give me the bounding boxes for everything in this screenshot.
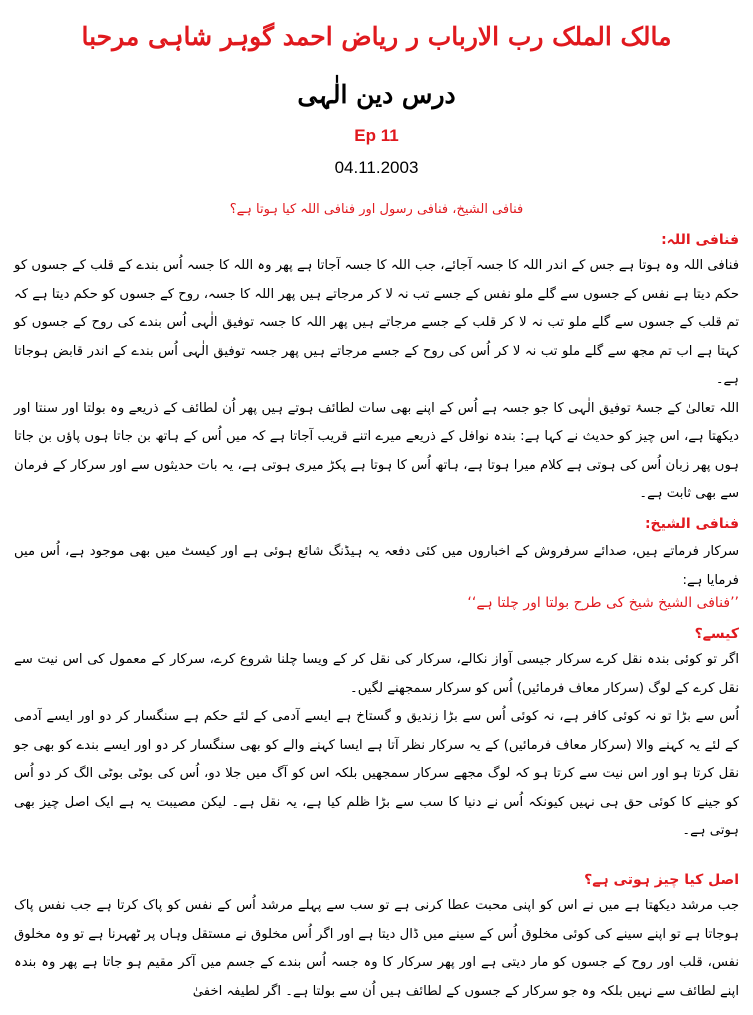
page-title: مالک الملک رب الارباب ر ریاض احمد گوہر شاہی مرحبا (81, 22, 672, 51)
section-fana-fishaikh (14, 516, 739, 611)
topic-heading: فنافی الشیخ، فنافی رسول اور فنافی اللہ کیا ہوتا ہے؟ (229, 202, 524, 217)
paragraph: اگر تو کوئی بندہ نقل کرے سرکار جیسی آواز نکالے، سرکار کی نقل کر کے ویسا چلنا شروع کرے، سرکار کے معمول کی اس نیت سے نقل کرے کے لوگ (سرکار معاف فرمائیں) اُس کو سرکار سمجھنے لگیں۔ (14, 652, 739, 696)
page-subtitle: درس دین الٰہی (297, 80, 456, 109)
date-label: 04.11.2003 (334, 158, 419, 177)
section-fana-fillah (14, 232, 739, 509)
section-heading: کیسے؟ (694, 626, 739, 642)
section-what-is-real (14, 872, 739, 1006)
section-heading: اصل کیا چیز ہوتی ہے؟ (584, 872, 739, 888)
section-heading: فنافی اللہ: (661, 232, 739, 248)
section-how (14, 626, 739, 846)
paragraph: سرکار فرماتے ہیں، صدائے سرفروش کے اخباروں میں کئی دفعہ یہ ہیڈنگ شائع ہوئی ہے اور کیسٹ میں بھی موجود ہے، اُس میں فرمایا ہے: (14, 544, 739, 588)
quote-text: ’’فنافی الشیخ شیخ کی طرح بولتا اور چلتا ہے‘‘ (467, 595, 739, 611)
episode-label: Ep 11 (354, 126, 399, 145)
paragraph: اللہ تعالیٰ کے جسۂ توفیق الٰہی کا جو جسہ ہے اُس کے اپنے بھی سات لطائف ہوتے ہیں پھر اُن لطائف کے ذریعے وہ بولتا اور سنتا اور دیکھتا ہے، اس چیز کو حدیث نے کہا ہے: بندہ نوافل کے ذریعے میرے اتنے قریب آجاتا ہے کہ میں اُس کے ہاتھ بن جاتا ہوں پاؤں بن جاتا ہوں پھر زبان اُس کی ہوتی ہے کلام میرا ہوتا ہے، ہاتھ اُس کا ہوتا ہے پکڑ میری ہوتی ہے، یہ بات حدیثوں سے اور سرکار کے فرمان سے بھی ثابت ہے۔ (14, 400, 739, 501)
paragraph: جب مرشد دیکھتا ہے میں نے اس کو اپنی محبت عطا کرنی ہے تو سب سے پہلے مرشد اُس کے نفس کو پاک کرتا ہے جب نفس پاک ہوجاتا ہے تو اپنے سینے کی کوئی مخلوق اُس کے سینے میں ڈال دیتا ہے اور اگر اُس مخلوق نے مستقل وہاں پر ٹھہرنا ہے تو وہ مخلوق نفس، قلب اور روح کے جسوں کو مار دیتی ہے اور پھر سرکار کا وہ جسہ اُس بندے کے جسم میں آکر مقیم ہو جاتا ہے پھر وہ بندہ اپنے لطائف سے نہیں بلکہ وہ جو سرکار کے جسوں کے لطائف ہیں اُن سے بولتا ہے۔ اگر لطیفہ اخفیٰ (14, 898, 739, 999)
section-heading: فنافی الشیخ: (644, 516, 739, 532)
paragraph: فنافی اللہ وہ ہوتا ہے جس کے اندر اللہ کا جسہ آجائے، جب اللہ کا جسہ آجاتا ہے پھر وہ اللہ کا جسہ اُس بندے کے قلب کے جسوں کو حکم دیتا ہے نفس کے جسوں سے گلے ملو نفس کے جسے تب نہ لا کر مرجاتے ہیں پھر اللہ کا جسہ، روح کے جسوں کو حکم دیتا ہے کہ تم قلب کے جسوں سے گلے ملو تب نہ لا کر قلب کے جسے مرجاتے ہیں پھر اللہ کا جسہ توفیق الٰہی اُس بندے کی روح کے جسوں کو کہتا ہے اب تم مجھ سے گلے ملو تب نہ لا کر اُس کی روح کے جسے مرجاتے ہیں پھر جسہ توفیق الٰہی اُس بندے کے اندر قابض ہوجاتا ہے۔ (14, 258, 739, 387)
paragraph: اُس سے بڑا تو نہ کوئی کافر ہے، نہ کوئی اُس سے بڑا زندیق و گستاخ ہے ایسے آدمی کے لئے حکم ہے سنگسار کر دو اور ایسے آدمی کے لئے یہ کہنے والا (سرکار معاف فرمائیں) کے یہ سرکار نظر آتا ہے ایسا کہنے والے کو بھی سنگسار کر دو اور ایسے بندے کو بھی جو نقل کرتا ہو اور اس نیت سے کرتا ہو کہ لوگ مجھے سرکار سمجھیں بلکہ اس کو آگ میں جلا دو، اُس کی بوٹی بوٹی الگ کر دو اُس کو جینے کا کوئی حق ہی نہیں کیونکہ اُس نے دنیا کا سب سے بڑا ظلم کیا ہے، یہ نقل ہے۔ لیکن مصیبت یہ ہے ایک اصل چیز بھی ہوتی ہے۔ (14, 709, 739, 838)
